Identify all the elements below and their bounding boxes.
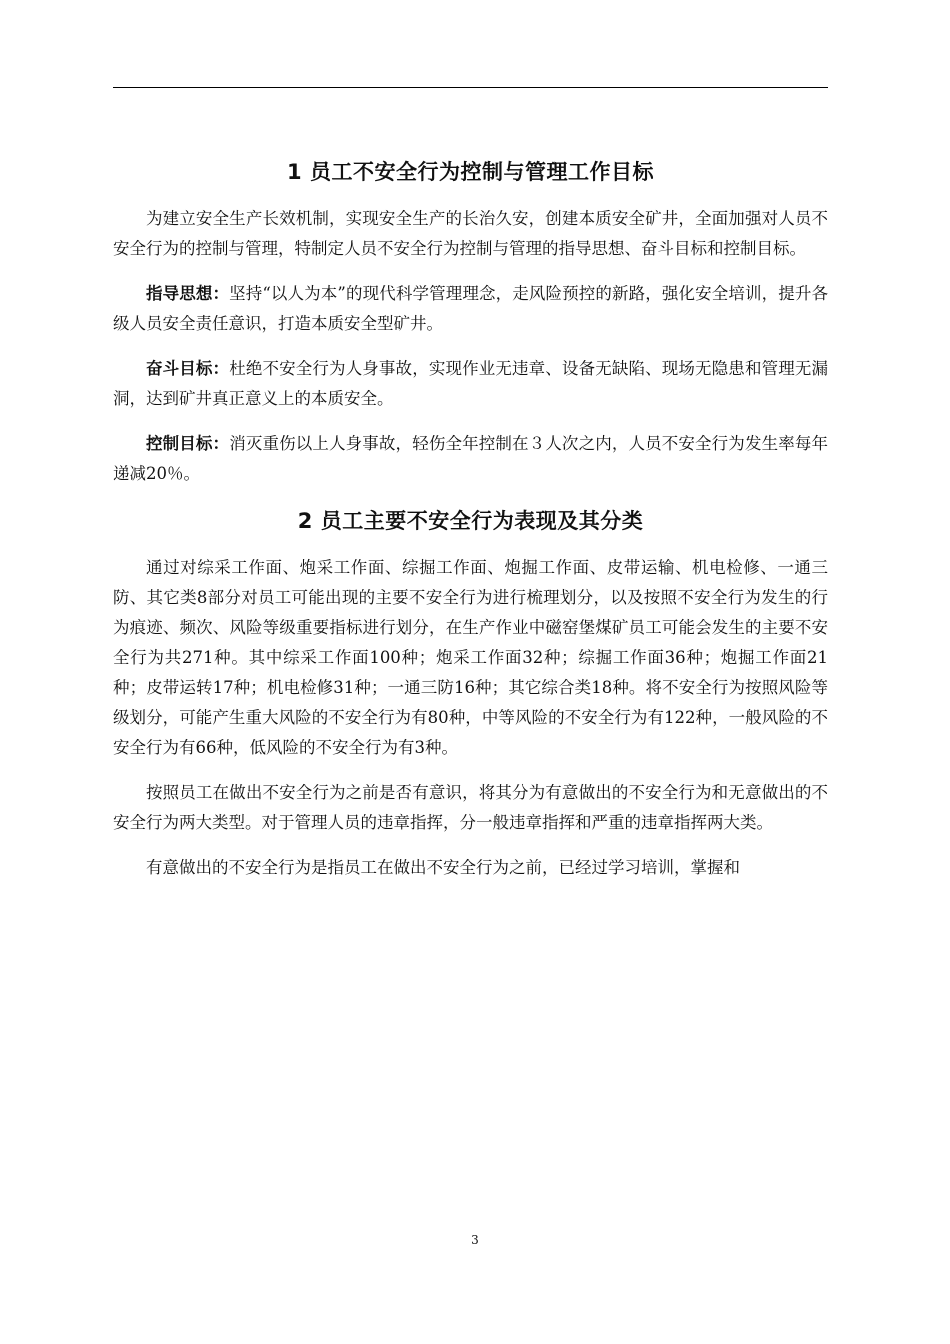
section-1-heading: 1 员工不安全行为控制与管理工作目标 [287, 160, 654, 184]
section-2-paragraph: 通过对综采工作面、炮采工作面、综掘工作面、炮掘工作面、皮带运输、机电检修、一通三防、其它类8部分对员工可能出现的主要不安全行为进行梳理划分，以及按照不安全行为发生的行为痕迹、频次、风险等级重要指标进行划分，在生产作业中磁窑堡煤矿员工可能会发生的主要不安全行为共271种。其中综采工作面100种；炮采工作面32种；综掘工作面36种；炮掘工作面21种；皮带运转17种；机电检修31种；一通三防16种；其它综合类18种。将不安全行为按照风险等级划分，可能产生重大风险的不安全行为有80种，中等风险的不安全行为有122种，一般风险的不安全行为有66种，低风险的不安全行为有3种。 [113, 558, 828, 757]
document-body [113, 140, 828, 883]
section-2-paragraph: 有意做出的不安全行为是指员工在做出不安全行为之前，已经过学习培训，掌握和 [146, 858, 740, 877]
goal-control-target [113, 414, 828, 489]
goal-label: 奋斗目标： [146, 359, 230, 378]
goal-text: 消灭重伤以上人身事故，轻伤全年控制在３人次之内，人员不安全行为发生率每年递减20％。 [113, 434, 828, 483]
goal-text: 杜绝不安全行为人身事故，实现作业无违章、设备无缺陷、现场无隐患和管理无漏洞，达到矿井真正意义上的本质安全。 [113, 359, 828, 408]
goal-text: 坚持“以人为本”的现代科学管理理念，走风险预控的新路，强化安全培训，提升各级人员安全责任意识，打造本质安全型矿井。 [113, 284, 828, 333]
page-number: 3 [471, 1233, 479, 1247]
section-2-heading: 2 员工主要不安全行为表现及其分类 [297, 509, 644, 533]
goal-label: 指导思想： [146, 284, 230, 303]
goal-label: 控制目标： [146, 434, 230, 453]
header-rule [113, 87, 828, 88]
goal-guiding-ideology [113, 264, 828, 339]
section-2-paragraph: 按照员工在做出不安全行为之前是否有意识，将其分为有意做出的不安全行为和无意做出的不安全行为两大类型。对于管理人员的违章指挥，分一般违章指挥和严重的违章指挥两大类。 [113, 783, 828, 832]
goal-struggle-target [113, 339, 828, 414]
section-1-intro: 为建立安全生产长效机制，实现安全生产的长治久安，创建本质安全矿井，全面加强对人员不安全行为的控制与管理，特制定人员不安全行为控制与管理的指导思想、奋斗目标和控制目标。 [113, 209, 828, 258]
